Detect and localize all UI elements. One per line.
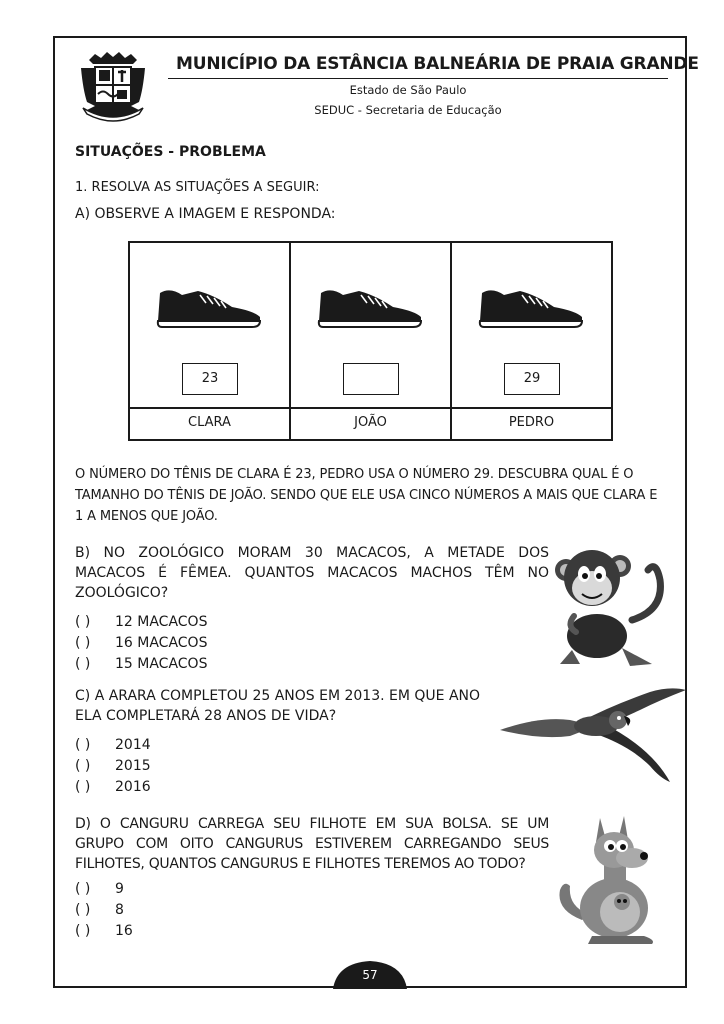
state-subtitle: Estado de São Paulo: [349, 83, 467, 97]
shoe-cell-joao: [291, 243, 452, 439]
option-item[interactable]: [75, 633, 207, 654]
option-label: 2016: [115, 779, 151, 795]
option-checkbox[interactable]: ( ): [75, 614, 91, 630]
size-box-joao: [343, 363, 399, 395]
option-item[interactable]: [75, 900, 133, 921]
macaw-parrot-icon: [500, 686, 690, 782]
option-label: 12 MACACOS: [115, 614, 208, 630]
part-a-prompt: A) OBSERVE A IMAGEM E RESPONDA:: [75, 206, 336, 222]
option-label: 15 MACACOS: [115, 656, 208, 672]
option-item[interactable]: [75, 921, 133, 942]
option-item[interactable]: [75, 879, 133, 900]
part-b-options: [75, 612, 207, 675]
shoe-cell-pedro: [452, 243, 611, 439]
sneaker-icon: [476, 283, 588, 331]
monkey-icon: [552, 540, 670, 670]
option-label: 2015: [115, 758, 151, 774]
sneaker-icon: [154, 283, 266, 331]
option-checkbox[interactable]: ( ): [75, 758, 91, 774]
option-checkbox[interactable]: ( ): [75, 656, 91, 672]
part-d-question: D) O CANGURU CARREGA SEU FILHOTE EM SUA BOLSA. SE UM GRUPO COM OITO CANGURUS ESTIVEREM CARREGANDO SEUS FILHOTES, QUANTOS CANGURUS E FILHOTES TEREMOS AO TODO?: [75, 816, 549, 872]
size-box-clara: 23: [182, 363, 238, 395]
sneaker-icon: [315, 283, 427, 331]
kangaroo-icon: [552, 810, 670, 945]
option-label: 16: [115, 923, 133, 939]
option-label: 2014: [115, 737, 151, 753]
shoe-size-table: [128, 241, 613, 441]
option-checkbox[interactable]: ( ): [75, 737, 91, 753]
option-item[interactable]: [75, 612, 207, 633]
option-item[interactable]: [75, 777, 151, 798]
part-a-paragraph: O NÚMERO DO TÊNIS DE CLARA É 23, PEDRO USA O NÚMERO 29. DESCUBRA QUAL É O TAMANHO DO TÊNIS DE JOÃO. SENDO QUE ELE USA CINCO NÚMEROS A MAIS QUE CLARA E 1 A MENOS QUE JOÃO.: [75, 467, 658, 524]
option-item[interactable]: [75, 756, 151, 777]
option-item[interactable]: [75, 735, 151, 756]
department-subtitle: SEDUC - Secretaria de Educação: [314, 103, 502, 117]
option-checkbox[interactable]: ( ): [75, 779, 91, 795]
municipality-title: MUNICÍPIO DA ESTÂNCIA BALNEÁRIA DE PRAIA GRANDE: [176, 54, 699, 74]
option-label: 16 MACACOS: [115, 635, 208, 651]
shoe-cell-clara: [130, 243, 291, 439]
part-c-question: C) A ARARA COMPLETOU 25 ANOS EM 2013. EM QUE ANO ELA COMPLETARÁ 28 ANOS DE VIDA?: [75, 688, 481, 724]
name-joao: JOÃO: [291, 407, 450, 439]
option-label: 8: [115, 902, 124, 918]
municipal-coat-of-arms-icon: [75, 50, 151, 124]
name-clara: CLARA: [130, 407, 289, 439]
option-checkbox[interactable]: ( ): [75, 923, 91, 939]
option-checkbox[interactable]: ( ): [75, 881, 91, 897]
part-c-options: [75, 735, 151, 798]
option-checkbox[interactable]: ( ): [75, 902, 91, 918]
question-1-instruction: 1. RESOLVA AS SITUAÇÕES A SEGUIR:: [75, 180, 320, 195]
page-number: 57: [362, 968, 378, 982]
part-d-options: [75, 879, 133, 942]
size-box-pedro: 29: [504, 363, 560, 395]
name-pedro: PEDRO: [452, 407, 611, 439]
section-title: SITUAÇÕES - PROBLEMA: [75, 144, 266, 160]
option-label: 9: [115, 881, 124, 897]
part-b-question: B) NO ZOOLÓGICO MORAM 30 MACACOS, A METADE DOS MACACOS É FÊMEA. QUANTOS MACACOS MACHOS TÊM NO ZOOLÓGICO?: [75, 545, 549, 601]
option-checkbox[interactable]: ( ): [75, 635, 91, 651]
option-item[interactable]: [75, 654, 207, 675]
header-divider: [168, 78, 668, 79]
